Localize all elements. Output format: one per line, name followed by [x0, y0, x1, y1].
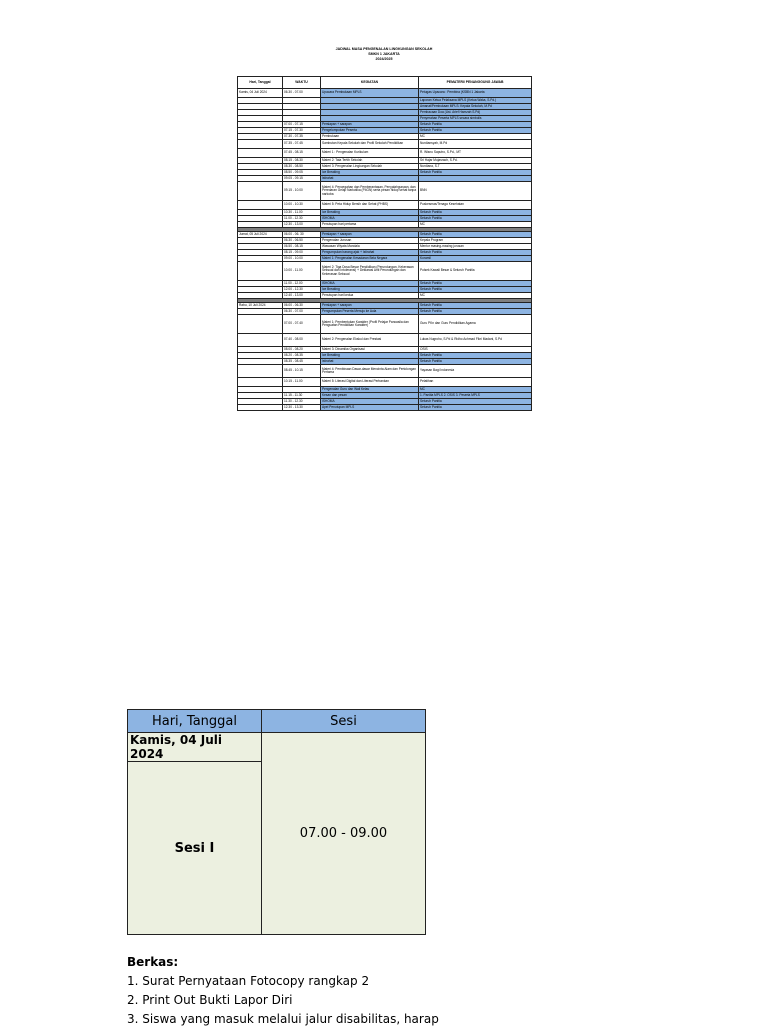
cell-pic: MC	[419, 387, 532, 393]
cell-time: 06.50 - 08.15	[283, 244, 321, 250]
cell-activity: ISHOMA	[321, 281, 419, 287]
cell-time: 06.30 - 07.00	[283, 309, 321, 315]
cell-pic: Seluruh Panitia	[419, 303, 532, 309]
schedule-row	[238, 405, 532, 411]
cell-pic: Pembacaan Doa (Ust. Arief Hamzah S.Pd)	[419, 110, 532, 116]
cell-time: 11.15 - 11.30	[283, 393, 321, 399]
schedule-row	[238, 201, 532, 210]
cell-activity: Kesan dan pesan	[321, 393, 419, 399]
cell-day	[238, 182, 283, 201]
cell-time: 07.15 - 07.30	[283, 128, 321, 134]
cell-activity: Istirahat	[321, 359, 419, 365]
berkas-title: Berkas:	[127, 955, 179, 969]
cell-pic: Seluruh Panitia	[419, 170, 532, 176]
cell-activity: Persiapan + sarapan	[321, 303, 419, 309]
cell-time: 10.00 - 10.30	[283, 201, 321, 210]
cell-time: 11.00 - 12.00	[283, 281, 321, 287]
cell-pic: Seluruh Panitia	[419, 128, 532, 134]
session-page	[127, 709, 439, 1029]
schedule-row	[238, 89, 532, 98]
schedule-document	[237, 47, 531, 411]
cell-pic: Laporan Ketua Pelaksana MPLS (Ketua Waka, S.Pd.)	[419, 98, 532, 104]
cell-activity: Pengenalan Jurusan	[321, 238, 419, 244]
cell-pic: Lukas Nugroho, S.Pd & Ridho Achmad Fikri Madani, S.Pd	[419, 334, 532, 347]
schedule-row	[238, 149, 532, 158]
cell-activity: Materi 1: Pengenalan Kesadaran Bela Negara	[321, 256, 419, 262]
cell-pic: MC	[419, 134, 532, 140]
cell-activity: Materi 1 : Pengenalan Kurikulum	[321, 149, 419, 158]
cell-activity: Materi 5: Peta Hidup Bersih dan Sehat (PHBS)	[321, 201, 419, 210]
cell-activity: Penutupan hari pertama	[321, 222, 419, 228]
cell-day	[238, 201, 283, 210]
cell-day: Kamis, 04 Juli 2024	[238, 89, 283, 98]
cell-activity: Materi 4: Pembinaan Dasar-dasar Mencinta Alam dan Pertolongan Pertama	[321, 365, 419, 378]
cell-day	[238, 378, 283, 387]
cell-activity: Sambutan Kepala Sekolah dan Profil Sekolah Pendidikan	[321, 140, 419, 149]
cell-pic: Pelatihan	[419, 378, 532, 387]
cell-day	[238, 315, 283, 334]
column-header: Hari, Tanggal	[238, 77, 283, 89]
schedule-table	[237, 76, 532, 411]
cell-activity: Materi 5: Literasi Digital dan Literasi Perbankan	[321, 378, 419, 387]
session-name: Sesi I	[128, 762, 262, 935]
cell-pic: Polsek Kawali Besar & Seluruh Panitia	[419, 262, 532, 281]
cell-time: 08.20 - 08.35	[283, 353, 321, 359]
cell-pic: Seluruh Panitia	[419, 399, 532, 405]
cell-time: 07.00 - 07.40	[283, 315, 321, 334]
cell-pic: MC	[419, 293, 532, 299]
cell-time: 07.30 - 07.35	[283, 134, 321, 140]
cell-pic: BNN	[419, 182, 532, 201]
cell-pic: Puskesmas/Tenaga Kesehatan	[419, 201, 532, 210]
session-day: Kamis, 04 Juli 2024	[128, 733, 262, 762]
cell-activity: Upacara Pembukaan MPLS	[321, 89, 419, 98]
cell-activity: Pengelompokan Peserta	[321, 128, 419, 134]
cell-time: 08.30 - 08.50	[283, 164, 321, 170]
cell-pic: Penyerahan Peserta MPLS secara simbolis	[419, 116, 532, 122]
cell-activity: Materi 2: Tiga Dosa Besar Pendidikan (Perundungan, Kekerasan Seksual dan Intoleransi) + Deklarasi Anti Perundungan dan Kekerasan Seksual	[321, 262, 419, 281]
cell-time: 08.15 - 08.30	[283, 158, 321, 164]
cell-pic: Seluruh Panitia	[419, 287, 532, 293]
berkas-item: 2. Print Out Bukti Lapor Diri	[127, 993, 293, 1007]
column-header: KEGIATAN	[321, 77, 419, 89]
session-table	[127, 709, 426, 935]
column-header: PEMATERI/ PENANGGUNG JAWAB	[419, 77, 532, 89]
cell-day	[238, 140, 283, 149]
cell-time: 06.00 - 06. 30	[283, 232, 321, 238]
cell-pic: Mentor masing-masing jurusan	[419, 244, 532, 250]
cell-pic: Yayasan Bagi Indonesia	[419, 365, 532, 378]
cell-time: 10.30 - 11.00	[283, 210, 321, 216]
cell-time: 08.35 - 08.45	[283, 359, 321, 365]
cell-pic: Guru PKn dan Guru Pendidikan Agama	[419, 315, 532, 334]
cell-activity: Apel Penutupan MPLS	[321, 405, 419, 411]
cell-pic: Seluruh Panitia	[419, 216, 532, 222]
cell-time: 06.30 - 06.50	[283, 238, 321, 244]
cell-pic: Petugas Upacara : Pembina (KSBN 1 Jakarta	[419, 89, 532, 98]
cell-activity: ISHOMA	[321, 399, 419, 405]
cell-day	[238, 365, 283, 378]
cell-activity: Pengenalan Guru dan Wali Kelas	[321, 387, 419, 393]
cell-pic: Seluruh Panitia	[419, 250, 532, 256]
cell-activity: Ice Breaking	[321, 353, 419, 359]
cell-activity: Pembukaan	[321, 134, 419, 140]
cell-pic: Nurdiana, S.T	[419, 164, 532, 170]
cell-pic: Nurdiansyah, M.Pd	[419, 140, 532, 149]
cell-time: 12.30 - 13.00	[283, 222, 321, 228]
cell-day	[238, 334, 283, 347]
cell-time: 10.00 - 11.00	[283, 262, 321, 281]
cell-pic: 1. Panitia MPLS 2. OSIS 3. Peserta MPLS	[419, 393, 532, 399]
cell-activity: Persiapan + sarapan	[321, 122, 419, 128]
cell-day	[238, 149, 283, 158]
cell-time: 08.45 - 10.15	[283, 365, 321, 378]
cell-pic: Seluruh Panitia	[419, 353, 532, 359]
cell-activity: Materi 3: Dinamika Organisasi	[321, 347, 419, 353]
cell-activity: Persiapan + sarapan	[321, 232, 419, 238]
cell-day	[238, 405, 283, 411]
cell-time: 09.05 - 09.15	[283, 176, 321, 182]
cell-time: 07.40 - 08.00	[283, 334, 321, 347]
session-column-header: Hari, Tanggal	[128, 710, 262, 733]
cell-activity: Materi 3: Pengenalan Lingkungan Sekolah	[321, 164, 419, 170]
cell-pic: Seluruh Panitia	[419, 359, 532, 365]
cell-activity: Wawasan Wiyata Mandala	[321, 244, 419, 250]
school-name: SMKN 1 JAKARTA	[368, 52, 400, 56]
cell-time: 07.45 - 08.15	[283, 149, 321, 158]
cell-time: 08.00 - 08.20	[283, 347, 321, 353]
cell-time: 10.15 - 11.00	[283, 378, 321, 387]
cell-time: 07.00 - 07.15	[283, 122, 321, 128]
cell-time: 07.35 - 07.45	[283, 140, 321, 149]
berkas-section	[127, 953, 439, 1029]
session-row	[128, 733, 426, 762]
schedule-row	[238, 378, 532, 387]
cell-time: 09.00 - 10.00	[283, 256, 321, 262]
cell-pic: Amanat/Pembukaan MPLS: Kepala Sekolah, M.Pd	[419, 104, 532, 110]
schedule-row	[238, 365, 532, 378]
column-header: WAKTU	[283, 77, 321, 89]
school-year: 2024/2025	[375, 57, 393, 61]
cell-activity: Penutupan hari kedua	[321, 293, 419, 299]
cell-activity: Ice Breaking	[321, 287, 419, 293]
schedule-row	[238, 182, 532, 201]
cell-day	[238, 262, 283, 281]
cell-pic: OSIS	[419, 347, 532, 353]
document-title: JADWAL MASA PENGENALAN LINGKUNGAN SEKOLAH	[335, 47, 433, 51]
schedule-row	[238, 315, 532, 334]
cell-activity: Pengumpulan Peserta Menuju ke Aula	[321, 309, 419, 315]
cell-pic: Seluruh Panitia	[419, 405, 532, 411]
cell-activity: Ice Breaking	[321, 210, 419, 216]
cell-activity: Pengumpulan barang ajak + Istirahat	[321, 250, 419, 256]
cell-time: 11.00 - 12.30	[283, 216, 321, 222]
cell-time: 08.15 - 09.00	[283, 250, 321, 256]
cell-pic: Seluruh Panitia	[419, 232, 532, 238]
cell-pic: Kepala Program	[419, 238, 532, 244]
cell-pic: Seluruh Panitia	[419, 281, 532, 287]
cell-activity: Materi 4: Pencegahan dan Pemberantasan, Penyalahgunaan, dan Peredaran Gelap Narkotika (P4GN) serta pesan hidup sehat tanpa narkoba	[321, 182, 419, 201]
schedule-body	[238, 89, 532, 411]
session-column-header: Sesi	[262, 710, 426, 733]
cell-time: 08.50 - 09.05	[283, 170, 321, 176]
cell-time: 06.30 - 07.00	[283, 89, 321, 98]
cell-pic: MC	[419, 222, 532, 228]
cell-pic: R. Wisnu Saputro, S.Pd., MT	[419, 149, 532, 158]
session-header-row	[128, 710, 426, 733]
schedule-row	[238, 140, 532, 149]
schedule-row	[238, 334, 532, 347]
cell-pic: Sri Hajar Mujasrach, S.Pd.	[419, 158, 532, 164]
document-heading	[237, 47, 531, 62]
cell-activity: Ice Breaking	[321, 170, 419, 176]
cell-day: Rabu, 10 Juli 2024	[238, 303, 283, 309]
cell-activity: Materi 1: Pembentukan Karakter (Profil Pelajar Pancasila dan Penguatan Pendidikan Karakter)	[321, 315, 419, 334]
cell-activity: Materi 2: Pengenalan Ekskul dan Prestasi	[321, 334, 419, 347]
cell-time: 06.00 - 06.30	[283, 303, 321, 309]
schedule-header-row	[238, 77, 532, 89]
cell-time: 12.00 - 12.30	[283, 287, 321, 293]
berkas-item: 1. Surat Pernyataan Fotocopy rangkap 2	[127, 974, 370, 988]
cell-time: 12.30 - 13.30	[283, 405, 321, 411]
cell-pic: Seluruh Panitia	[419, 122, 532, 128]
cell-activity: Materi 2: Tata Tertib Sekolah	[321, 158, 419, 164]
cell-time: 09.15 - 10.00	[283, 182, 321, 201]
cell-time: 12.40 - 13.00	[283, 293, 321, 299]
cell-pic: Koramil	[419, 256, 532, 262]
berkas-item: 3. Siswa yang masuk melalui jalur disabilitas, harap	[127, 1012, 439, 1026]
cell-activity: ISHOMA	[321, 216, 419, 222]
cell-pic: Seluruh Panitia	[419, 309, 532, 315]
schedule-row	[238, 262, 532, 281]
session-time: 07.00 - 09.00	[262, 733, 426, 935]
cell-pic: Seluruh Panitia	[419, 210, 532, 216]
cell-activity: Istirahat	[321, 176, 419, 182]
cell-day: Jumat, 05 Juli 2024	[238, 232, 283, 238]
cell-time: 11.30 - 12.30	[283, 399, 321, 405]
